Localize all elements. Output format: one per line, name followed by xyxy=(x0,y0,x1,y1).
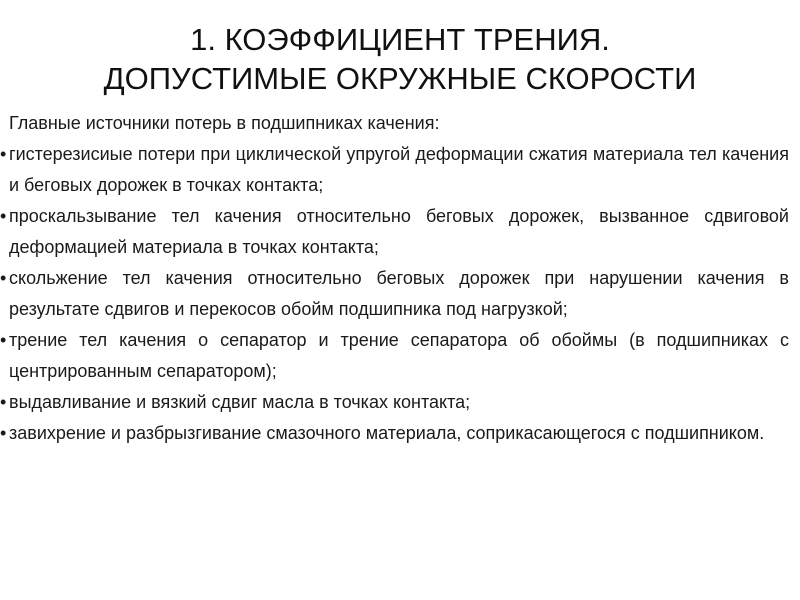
list-item-text: проскальзывание тел качения относительно беговых дорожек, вызванное сдвиговой деформацией материала в точках контакта; xyxy=(9,206,789,257)
list-item xyxy=(0,325,789,387)
list-item xyxy=(0,263,789,325)
slide-title xyxy=(0,20,800,98)
list-item xyxy=(0,387,789,418)
slide-title-line-1: 1. КОЭФФИЦИЕНТ ТРЕНИЯ. xyxy=(190,22,610,57)
slide-body xyxy=(0,108,789,449)
intro-text: Главные источники потерь в подшипниках качения: xyxy=(9,113,440,133)
bullet-icon: • xyxy=(0,144,7,164)
loss-sources-list xyxy=(0,139,789,449)
bullet-icon: • xyxy=(0,268,7,288)
bullet-icon: • xyxy=(0,423,7,443)
list-item-text: гистерезисиые потери при циклической упругой деформации сжатия материала тел качения и беговых дорожек в точках контакта; xyxy=(9,144,789,195)
list-item xyxy=(0,418,789,449)
list-item-text: выдавливание и вязкий сдвиг масла в точках контакта; xyxy=(9,392,471,412)
list-item-text: скольжение тел качения относительно беговых дорожек при нарушении качения в результате сдвигов и перекосов обойм подшипника под нагрузкой; xyxy=(9,268,789,319)
bullet-icon: • xyxy=(0,330,7,350)
list-item-text: трение тел качения о сепаратор и трение сепаратора об обоймы (в подшипниках с центрированным сепаратором); xyxy=(9,330,789,381)
list-item-text: завихрение и разбрызгивание смазочного материала, соприкасающегося с подшипником. xyxy=(9,423,765,443)
list-item xyxy=(0,139,789,201)
list-item xyxy=(0,201,789,263)
slide-title-line-2: ДОПУСТИМЫЕ ОКРУЖНЫЕ СКОРОСТИ xyxy=(103,61,697,96)
bullet-icon: • xyxy=(0,206,7,226)
bullet-icon: • xyxy=(0,392,7,412)
